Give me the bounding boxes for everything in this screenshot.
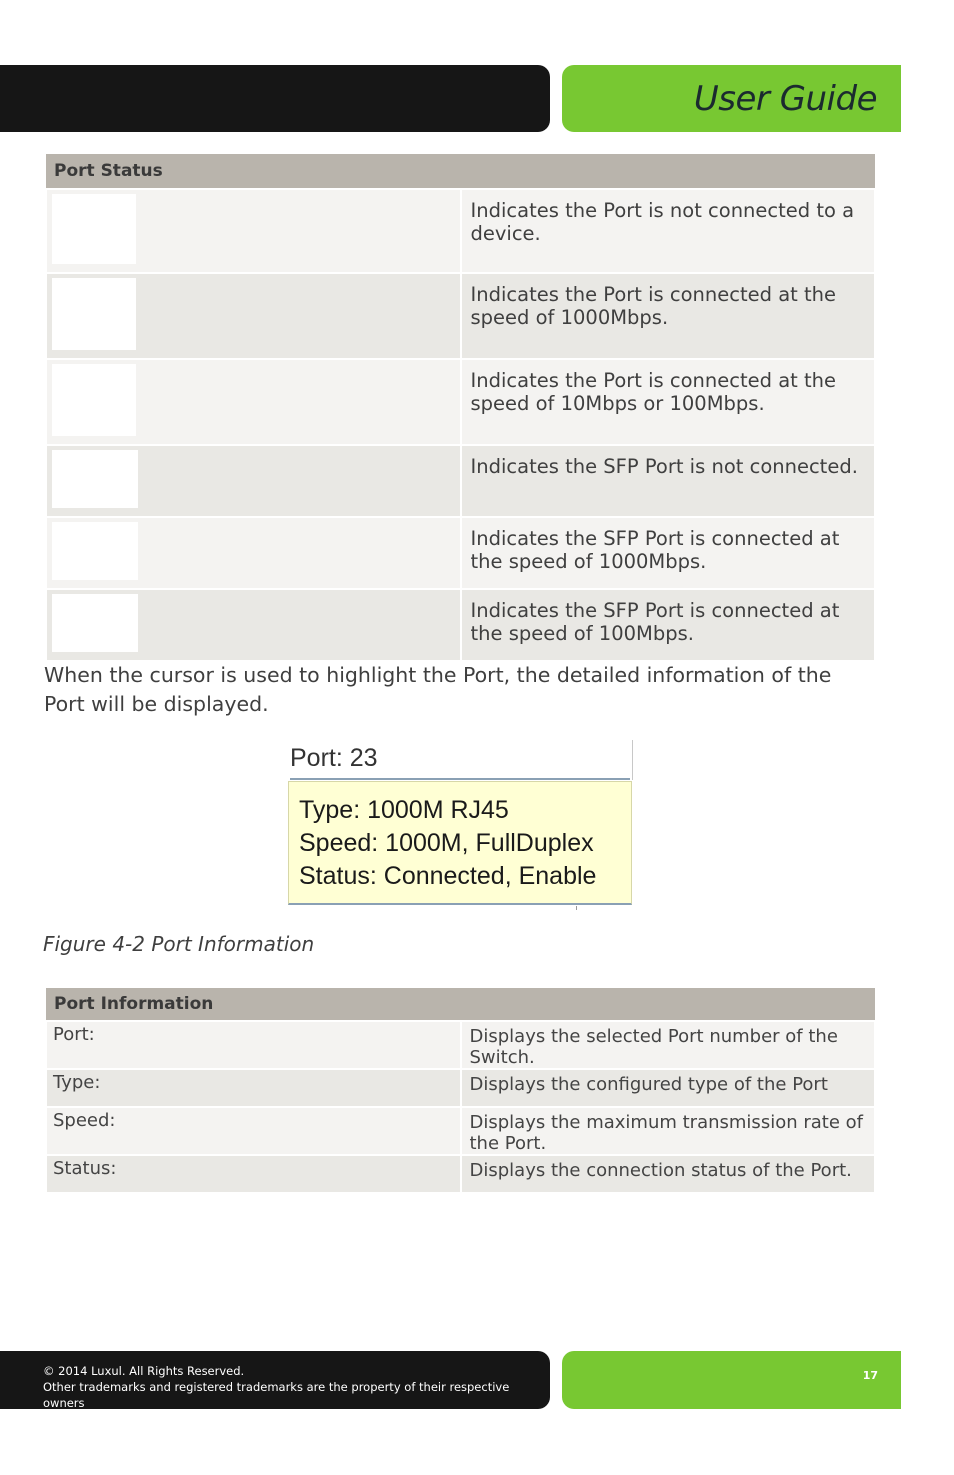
port-information-table bbox=[45, 988, 876, 1194]
table-row bbox=[46, 1069, 875, 1107]
port-status-table bbox=[45, 154, 876, 662]
port-information-figure bbox=[288, 740, 634, 908]
field-description: Displays the configured type of the Port bbox=[461, 1069, 876, 1107]
table-row bbox=[46, 1107, 875, 1155]
status-description: Indicates the Port is connected at the speed of 10Mbps or 100Mbps. bbox=[461, 359, 876, 445]
field-description: Displays the maximum transmission rate of the Port. bbox=[461, 1107, 876, 1155]
field-name: Port: bbox=[46, 1021, 461, 1069]
sfp-port-disconnected-icon bbox=[52, 450, 138, 508]
field-name: Status: bbox=[46, 1155, 461, 1193]
figure-caption: Figure 4-2 Port Information bbox=[43, 932, 315, 956]
table-row bbox=[46, 1155, 875, 1193]
copyright-text: © 2014 Luxul. All Rights Reserved. bbox=[43, 1364, 245, 1378]
port-1000mbps-icon bbox=[52, 278, 136, 350]
status-description: Indicates the SFP Port is connected at the speed of 1000Mbps. bbox=[461, 517, 876, 589]
field-name: Speed: bbox=[46, 1107, 461, 1155]
footer-bar-green bbox=[562, 1351, 901, 1409]
table-row bbox=[46, 189, 875, 273]
header-bar-green bbox=[562, 65, 901, 132]
port-10-100mbps-icon bbox=[52, 364, 136, 436]
footer-text bbox=[43, 1363, 550, 1411]
header-bar-black bbox=[0, 65, 550, 132]
tooltip-line-status: Status: Connected, Enable bbox=[299, 862, 597, 890]
port-disconnected-icon bbox=[52, 194, 136, 264]
status-description: Indicates the Port is not connected to a device. bbox=[461, 189, 876, 273]
divider bbox=[632, 740, 633, 780]
table-row bbox=[46, 445, 875, 517]
port-information-heading: Port Information bbox=[46, 988, 875, 1021]
tooltip-title: Port: 23 bbox=[290, 740, 630, 780]
field-description: Displays the selected Port number of the Switch. bbox=[461, 1021, 876, 1069]
table-row bbox=[46, 1021, 875, 1069]
document-title: User Guide bbox=[693, 79, 877, 119]
divider bbox=[576, 906, 577, 910]
page-number: 17 bbox=[862, 1369, 878, 1382]
table-row bbox=[46, 273, 875, 359]
table-row bbox=[46, 517, 875, 589]
body-paragraph: When the cursor is used to highlight the Port, the detailed information of the Port will be displayed. bbox=[44, 663, 832, 716]
status-description: Indicates the SFP Port is not connected. bbox=[461, 445, 876, 517]
footer-bar-black bbox=[0, 1351, 550, 1409]
tooltip-line-speed: Speed: 1000M, FullDuplex bbox=[299, 829, 594, 857]
port-tooltip bbox=[288, 781, 632, 905]
status-description: Indicates the SFP Port is connected at the speed of 100Mbps. bbox=[461, 589, 876, 661]
table-row bbox=[46, 359, 875, 445]
sfp-port-1000mbps-icon bbox=[52, 522, 138, 580]
trademark-text: Other trademarks and registered trademarks are the property of their respective owners bbox=[43, 1380, 510, 1410]
port-status-heading: Port Status bbox=[46, 154, 875, 189]
tooltip-line-type: Type: 1000M RJ45 bbox=[299, 796, 509, 824]
table-row bbox=[46, 589, 875, 661]
field-name: Type: bbox=[46, 1069, 461, 1107]
field-description: Displays the connection status of the Port. bbox=[461, 1155, 876, 1193]
status-description: Indicates the Port is connected at the speed of 1000Mbps. bbox=[461, 273, 876, 359]
sfp-port-100mbps-icon bbox=[52, 594, 138, 652]
